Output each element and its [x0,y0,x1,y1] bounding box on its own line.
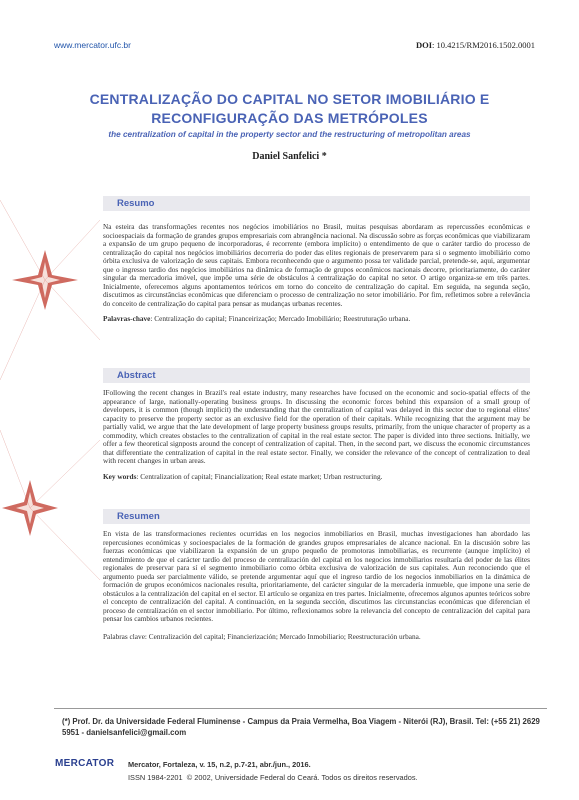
copyright-notice: © 2002, Universidade Federal do Ceará. Todos os direitos reservados. [186,773,418,782]
resumo-keywords [103,314,530,323]
author-name: Daniel Sanfelici * [252,151,327,162]
title-line-1: CENTRALIZAÇÃO DO CAPITAL NO SETOR IMOBILIÁRIO E [89,91,490,107]
doi-label: DOI [415,40,433,50]
issn: ISSN 1984-2201 [128,773,183,782]
journal-website-link[interactable]: www.mercator.ufc.br [54,40,131,50]
abstract-heading: Abstract [103,368,530,383]
author-footnote: (*) Prof. Dr. da Universidade Federal Fluminense - Campus da Praia Vermelha, Boa Viagem - Niterói (RJ), Brasil. Tel: (+55 21) 2629 5951 - danielsanfelici@gmail.com [62,717,540,737]
article-subtitle: the centralization of capital in the property sector and the restructuring of metropolitan areas [108,130,471,139]
mercator-logo: MERCATOR [55,758,115,769]
abstract-keywords [103,472,530,481]
resumo-keywords-label: Palavras-chave [103,314,151,324]
title-line-2: RECONFIGURAÇÃO DAS METRÓPOLES [151,110,428,126]
resumen-heading: Resumen [103,509,530,524]
resumen-keywords: Palabras clave: Centralización del capital; Financierización; Mercado Inmobiliario; Reestructuración urbana. [103,632,421,642]
footnote-divider [54,708,547,709]
doi-value: : 10.4215/RM2016.1502.0001 [432,40,535,50]
resumo-heading: Resumo [103,196,530,211]
article-title [40,90,539,128]
abstract-keywords-list: : Centralization of capital; Financialization; Real estate market; Urban restructuring. [136,471,383,481]
journal-citation: Mercator, Fortaleza, v. 15, n.2, p.7-21, abr./jun., 2016. [128,760,311,769]
compass-rose-decoration [0,180,100,640]
resumo-text: Na esteira das transformações recentes nos negócios imobiliários no Brasil, muitas pesquisas abordaram as repercussões econômicas e socioespaciais da formação de grandes grupos empresariais com abrangência nacional. Na discussão sobre as forças econômicas que viabilizaram a expansão de um grupo pequeno de incorporadoras, é recorrente (embora implícito) o entendimento de que o caráter tardio do processo de centralização do capital nos negócios imobiliários decorreria do poder das elites regionais de preservarem para si o segmento imobiliário como órbita exclusiva de valorização de seus capitais. Embora reconhecendo que o argumento possa ter validade parcial, pretende-se, aqui, argumentar que o ingresso tardio dos negócios imobiliários na dinâmica de formação de grupos econômicos nacionais decorre, prioritariamente, do caráter singular da mercadoria imóvel, que impõe uma série de obstáculos à centralização do capital no setor. O artigo organiza-se em três partes. Inicialmente, oferecemos alguns apontamentos teóricos em torno do conceito de centralização do capital. Em seguida, na segunda seção, discutimos as circunstâncias econômicas que diferenciam o processo de centralização no setor imobiliário. Por fim, refletimos sobre a relevância do conceito de centralização do capital para pensar as mudanças urbanas recentes. [103,222,530,308]
resumo-keywords-list: : Centralização do capital; Financeirização; Mercado Imobiliário; Reestruturação urbana. [150,314,411,324]
resumo-section [103,196,530,323]
abstract-section [103,368,530,481]
doi [416,40,535,50]
resumen-text: En vista de las transformaciones recientes ocurridas en los negocios inmobiliarios en Brasil, muchas investigaciones han abordado las repercusiones económicas y socioespaciales de la formación de grandes grupos empresariales de alcance nacional. En la discusión sobre las fuerzas económicas que viabilizaron la expansión de un grupo pequeño de promotoras inmobiliarias, es recurrente (aunque implícito) el entendimiento de que el carácter tardío del proceso de centralización del capital en los negocios inmobiliarios resultaría del poder de las élites regionales de preservar para sí el segmento inmobiliario como órbita exclusiva de valorización de sus capitales. Aun reconociendo que el argumento pueda ser parcialmente válido, se pretende argumentar aquí que el ingreso tardío de los negocios inmobiliarios en la dinámica de formación de grupos económicos nacionales resulta, prioritariamente, del carácter singular de la mercadería inmueble, que impone una serie de obstáculos a la centralización del capital en el sector. El artículo se organiza en tres partes. Inicialmente, ofrecemos algunos apuntes teóricos sobre el concepto de centralización del capital. A continuación, en la segunda sección, discutimos las circunstancias económicas que diferencian el proceso de centralización en el sector inmobiliario. Por último, reflexionamos sobre la relevancia del concepto de centralización del capital para pensar los cambios urbanos recientes. [103,529,530,624]
journal-info [128,758,418,784]
abstract-text: IFollowing the recent changes in Brazil's real estate industry, many researches have focused on the economic and socio-spatial effects of the appearance of large, nationally-operating business groups. In discussing the economic forces behind this expansion of a small group of developers, it is common (though implicit) the understanding that the centralization of capital was delayed in this sector due to regional elites' capacity to preserve the property sector as an exclusive field for the operation of their capitals. While recognizing that the argument may be partially valid, we argue that the late development of large property business groups results, primarily, from the unique character of property as a commodity, which creates obstacles to the centralization of capital in the real estate sector. The paper is divided into three sections. Initially, we offer a few theoretical signposts around the concept of centralization of capital. Then, in the second part, we discuss the economic circumstances that differentiate the centralization of capital in the real estate sector. Finally, we consider the relevance of the concept of centralization to deal with recent changes in urban areas. [103,388,530,466]
abstract-keywords-label: Key words [103,471,137,481]
resumen-section [103,509,530,641]
journal-copyright [128,771,418,784]
